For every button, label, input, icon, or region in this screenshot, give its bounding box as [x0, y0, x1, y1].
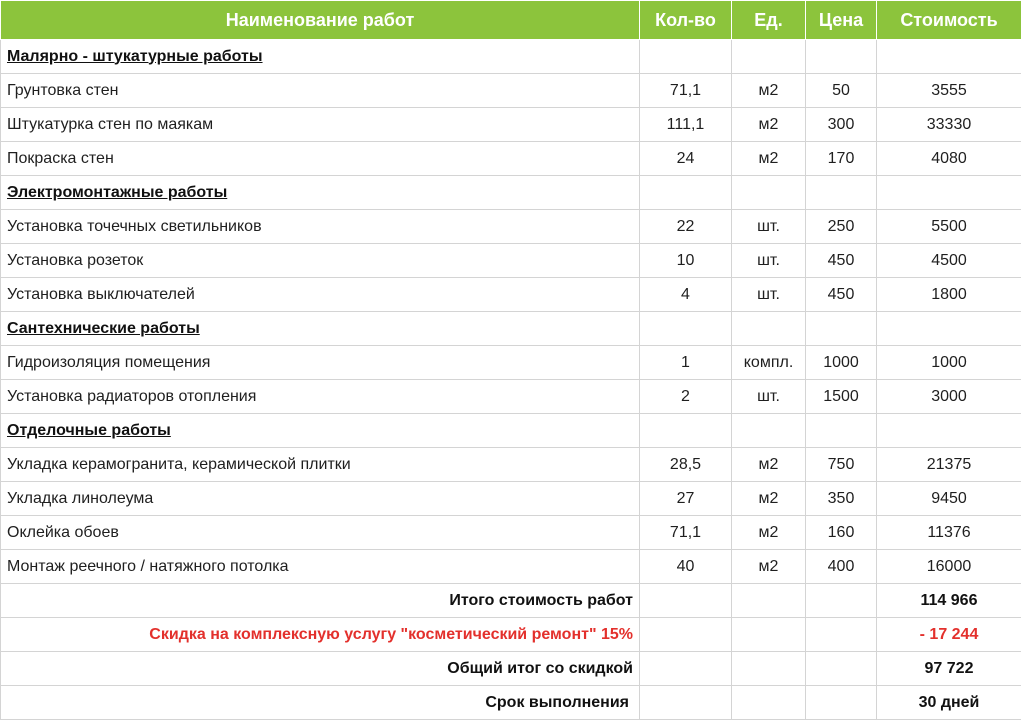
cost-cell: 4500 [877, 244, 1021, 278]
work-name: Штукатурка стен по маякам [1, 108, 640, 142]
qty-cell: 1 [640, 346, 732, 380]
table-row [1, 74, 1021, 108]
work-name: Установка выключателей [1, 278, 640, 312]
qty-cell: 71,1 [640, 516, 732, 550]
totals-body [1, 584, 1021, 720]
grand-total-row [1, 652, 1021, 686]
work-name: Оклейка обоев [1, 516, 640, 550]
grand-total-label: Общий итог со скидкой [1, 652, 640, 686]
section-row [1, 176, 1021, 210]
price-cell [806, 40, 877, 74]
table-header-row [1, 1, 1021, 40]
qty-cell [640, 312, 732, 346]
discount-value: - 17 244 [877, 618, 1021, 652]
cost-cell: 3555 [877, 74, 1021, 108]
empty-cell [732, 652, 806, 686]
unit-cell: компл. [732, 346, 806, 380]
subtotal-value: 114 966 [877, 584, 1021, 618]
work-name: Установка радиаторов отопления [1, 380, 640, 414]
table-row [1, 550, 1021, 584]
price-cell: 1500 [806, 380, 877, 414]
qty-cell [640, 176, 732, 210]
price-cell: 450 [806, 278, 877, 312]
cost-cell [877, 312, 1021, 346]
unit-cell: шт. [732, 210, 806, 244]
empty-cell [640, 686, 732, 720]
cost-cell: 5500 [877, 210, 1021, 244]
empty-cell [640, 618, 732, 652]
section-row [1, 40, 1021, 74]
discount-label: Скидка на комплексную услугу "косметический ремонт" 15% [1, 618, 640, 652]
section-title: Малярно - штукатурные работы [1, 40, 640, 74]
price-cell [806, 312, 877, 346]
unit-cell: м2 [732, 550, 806, 584]
work-name: Покраска стен [1, 142, 640, 176]
table-row [1, 516, 1021, 550]
qty-cell: 10 [640, 244, 732, 278]
section-title: Электромонтажные работы [1, 176, 640, 210]
price-cell: 160 [806, 516, 877, 550]
cost-cell [877, 414, 1021, 448]
unit-cell [732, 176, 806, 210]
empty-cell [806, 652, 877, 686]
cost-cell: 3000 [877, 380, 1021, 414]
work-name: Монтаж реечного / натяжного потолка [1, 550, 640, 584]
work-name: Установка точечных светильников [1, 210, 640, 244]
table-row [1, 142, 1021, 176]
qty-cell: 4 [640, 278, 732, 312]
subtotal-label: Итого стоимость работ [1, 584, 640, 618]
unit-cell: м2 [732, 74, 806, 108]
qty-cell: 111,1 [640, 108, 732, 142]
qty-cell [640, 40, 732, 74]
grand-total-value: 97 722 [877, 652, 1021, 686]
subtotal-row [1, 584, 1021, 618]
unit-cell: шт. [732, 278, 806, 312]
cost-cell: 11376 [877, 516, 1021, 550]
cost-cell [877, 176, 1021, 210]
term-row [1, 686, 1021, 720]
header-qty: Кол-во [640, 1, 732, 40]
header-cost: Стоимость [877, 1, 1021, 40]
qty-cell: 28,5 [640, 448, 732, 482]
cost-cell [877, 40, 1021, 74]
qty-cell: 27 [640, 482, 732, 516]
unit-cell: м2 [732, 516, 806, 550]
header-name: Наименование работ [1, 1, 640, 40]
cost-cell: 4080 [877, 142, 1021, 176]
cost-cell: 16000 [877, 550, 1021, 584]
unit-cell [732, 414, 806, 448]
header-unit: Ед. [732, 1, 806, 40]
empty-cell [732, 584, 806, 618]
term-label: Срок выполнения [1, 686, 640, 720]
table-body [1, 40, 1021, 584]
header-price: Цена [806, 1, 877, 40]
price-cell: 450 [806, 244, 877, 278]
price-cell: 750 [806, 448, 877, 482]
price-cell: 170 [806, 142, 877, 176]
cost-cell: 33330 [877, 108, 1021, 142]
work-name: Укладка линолеума [1, 482, 640, 516]
price-cell [806, 414, 877, 448]
qty-cell: 40 [640, 550, 732, 584]
unit-cell: м2 [732, 448, 806, 482]
section-row [1, 312, 1021, 346]
price-cell: 250 [806, 210, 877, 244]
qty-cell [640, 414, 732, 448]
empty-cell [806, 584, 877, 618]
section-title: Отделочные работы [1, 414, 640, 448]
table-row [1, 108, 1021, 142]
table-row [1, 244, 1021, 278]
price-cell: 1000 [806, 346, 877, 380]
qty-cell: 71,1 [640, 74, 732, 108]
table-row [1, 210, 1021, 244]
empty-cell [732, 618, 806, 652]
unit-cell: м2 [732, 142, 806, 176]
empty-cell [806, 686, 877, 720]
cost-cell: 1800 [877, 278, 1021, 312]
table-row [1, 346, 1021, 380]
section-row [1, 414, 1021, 448]
discount-row [1, 618, 1021, 652]
table-row [1, 482, 1021, 516]
qty-cell: 24 [640, 142, 732, 176]
qty-cell: 2 [640, 380, 732, 414]
unit-cell [732, 40, 806, 74]
price-cell [806, 176, 877, 210]
section-title: Сантехнические работы [1, 312, 640, 346]
cost-cell: 1000 [877, 346, 1021, 380]
price-cell: 350 [806, 482, 877, 516]
price-cell: 400 [806, 550, 877, 584]
unit-cell: м2 [732, 108, 806, 142]
term-value: 30 дней [877, 686, 1021, 720]
empty-cell [732, 686, 806, 720]
work-name: Грунтовка стен [1, 74, 640, 108]
qty-cell: 22 [640, 210, 732, 244]
price-cell: 300 [806, 108, 877, 142]
work-name: Гидроизоляция помещения [1, 346, 640, 380]
cost-cell: 9450 [877, 482, 1021, 516]
table-row [1, 278, 1021, 312]
empty-cell [640, 584, 732, 618]
table-row [1, 380, 1021, 414]
empty-cell [806, 618, 877, 652]
work-name: Укладка керамогранита, керамической плитки [1, 448, 640, 482]
unit-cell: шт. [732, 244, 806, 278]
unit-cell: м2 [732, 482, 806, 516]
empty-cell [640, 652, 732, 686]
unit-cell [732, 312, 806, 346]
cost-cell: 21375 [877, 448, 1021, 482]
table-row [1, 448, 1021, 482]
work-name: Установка розеток [1, 244, 640, 278]
unit-cell: шт. [732, 380, 806, 414]
price-cell: 50 [806, 74, 877, 108]
